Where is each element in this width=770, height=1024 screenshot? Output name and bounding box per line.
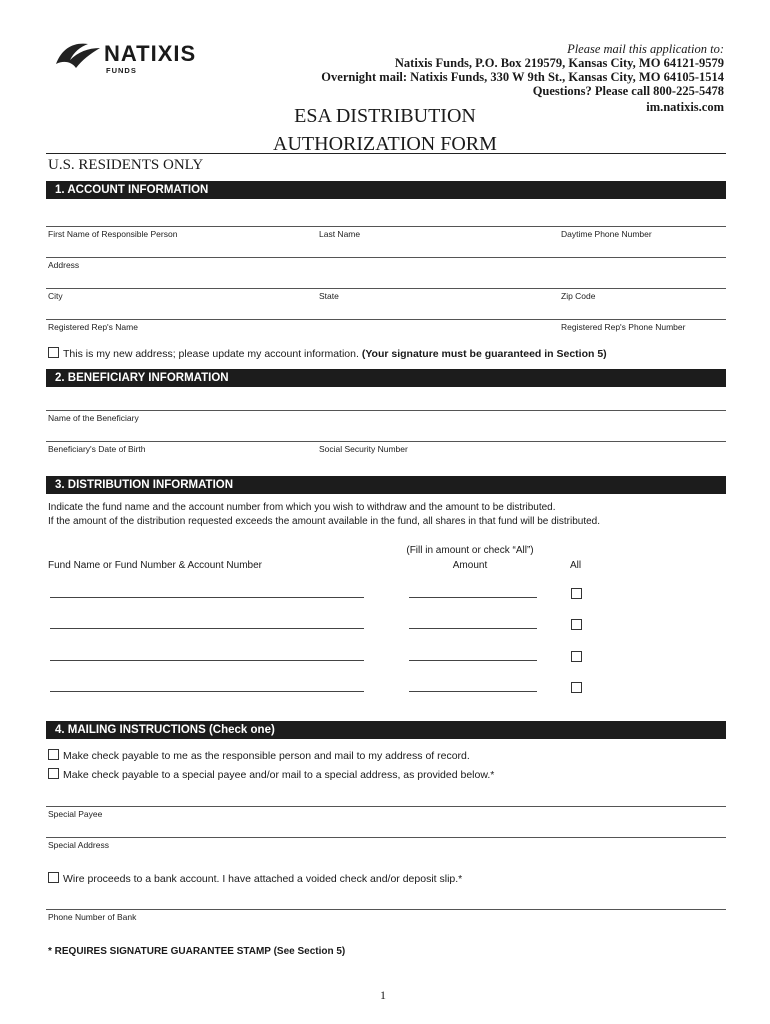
distribution-instruction-2: If the amount of the distribution requested exceeds the amount available in the fund, all shares in that fund will be distributed. — [48, 516, 601, 527]
mail-heading: Please mail this application to: — [567, 42, 724, 56]
new-address-option — [48, 347, 607, 360]
residents-heading: U.S. RESIDENTS ONLY — [48, 157, 204, 173]
amount-column-header: Amount — [452, 560, 488, 571]
logo-sub: FUNDS — [106, 66, 137, 75]
section-4-title: 4. MAILING INSTRUCTIONS (Check one) — [55, 724, 275, 736]
logo-name: NATIXIS — [104, 41, 197, 66]
row1-line — [46, 226, 726, 227]
mailing-option-3-checkbox[interactable] — [48, 872, 59, 883]
fund-input-1[interactable] — [50, 597, 364, 598]
rep-name-label: Registered Rep's Name — [48, 322, 138, 332]
mail-po-box: Natixis Funds, P.O. Box 219579, Kansas City, MO 64121-9579 — [394, 56, 724, 70]
amount-input-4[interactable] — [409, 691, 537, 692]
all-checkbox-4[interactable] — [571, 682, 582, 693]
fund-column-header: Fund Name or Fund Number & Account Number — [48, 560, 262, 571]
mail-website: im.natixis.com — [646, 100, 724, 114]
mailing-option-2-text: Make check payable to a special payee and/or mail to a special address, as provided below.* — [63, 769, 495, 781]
zip-label: Zip Code — [561, 291, 596, 301]
bank-phone-line — [46, 909, 726, 910]
special-address-line — [46, 837, 726, 838]
amount-input-1[interactable] — [409, 597, 537, 598]
amount-input-3[interactable] — [409, 660, 537, 661]
natixis-logo — [52, 38, 222, 78]
mailing-option-1 — [48, 749, 470, 762]
mailing-option-3-text: Wire proceeds to a bank account. I have attached a voided check and/or deposit slip.* — [63, 873, 463, 885]
row3-line — [46, 288, 726, 289]
state-label: State — [319, 291, 339, 301]
new-address-checkbox[interactable] — [48, 347, 59, 358]
section-3-title: 3. DISTRIBUTION INFORMATION — [55, 479, 234, 491]
all-checkbox-1[interactable] — [571, 588, 582, 599]
special-address-label: Special Address — [48, 840, 109, 850]
form-title-line1: ESA DISTRIBUTION — [294, 105, 476, 127]
section-4-header — [46, 721, 726, 739]
mailing-option-2 — [48, 768, 494, 781]
mail-overnight: Overnight mail: Natixis Funds, 330 W 9th St., Kansas City, MO 64105-1514 — [321, 70, 724, 84]
section-2-header — [46, 369, 726, 387]
new-address-note: (Your signature must be guaranteed in Section 5) — [361, 348, 607, 360]
distribution-instruction-1: Indicate the fund name and the account number from which you wish to withdraw and the amount to be distributed. — [48, 502, 556, 513]
fund-input-3[interactable] — [50, 660, 364, 661]
rep-phone-label: Registered Rep's Phone Number — [561, 322, 686, 332]
amount-input-2[interactable] — [409, 628, 537, 629]
section-1-header — [46, 181, 726, 199]
fund-input-4[interactable] — [50, 691, 364, 692]
all-checkbox-3[interactable] — [571, 651, 582, 662]
mailing-option-3 — [48, 872, 462, 885]
special-payee-line — [46, 806, 726, 807]
special-payee-label: Special Payee — [48, 809, 103, 819]
section-3-header — [46, 476, 726, 494]
address-label: Address — [48, 260, 80, 270]
beneficiary-ssn-label: Social Security Number — [319, 444, 408, 454]
form-title-line2: AUTHORIZATION FORM — [273, 133, 497, 155]
form-title — [200, 102, 570, 158]
row2-line — [46, 257, 726, 258]
mailing-option-1-text: Make check payable to me as the responsible person and mail to my address of record. — [63, 750, 470, 762]
city-label: City — [48, 291, 63, 301]
fund-input-2[interactable] — [50, 628, 364, 629]
mailing-option-1-checkbox[interactable] — [48, 749, 59, 760]
all-column-header: All — [570, 560, 582, 571]
mail-questions: Questions? Please call 800-225-5478 — [532, 84, 724, 98]
row4-line — [46, 319, 726, 320]
new-address-text: This is my new address; please update my account information. — [63, 348, 359, 360]
beneficiary-dob-label: Beneficiary's Date of Birth — [48, 444, 146, 454]
daytime-phone-label: Daytime Phone Number — [561, 229, 652, 239]
first-name-label: First Name of Responsible Person — [48, 229, 178, 239]
mailing-option-2-checkbox[interactable] — [48, 768, 59, 779]
last-name-label: Last Name — [319, 229, 361, 239]
bank-phone-label: Phone Number of Bank — [48, 912, 137, 922]
page-number: 1 — [380, 988, 386, 1002]
beneficiary-name-label: Name of the Beneficiary — [48, 413, 139, 423]
section-2-title: 2. BENEFICIARY INFORMATION — [55, 372, 229, 384]
natixis-swoosh-icon — [52, 38, 104, 72]
signature-guarantee-note: * REQUIRES SIGNATURE GUARANTEE STAMP (See Section 5) — [48, 946, 346, 957]
amount-note: (Fill in amount or check “All”) — [406, 545, 534, 556]
beneficiary-line1 — [46, 410, 726, 411]
title-divider — [46, 153, 726, 154]
all-checkbox-2[interactable] — [571, 619, 582, 630]
beneficiary-line2 — [46, 441, 726, 442]
section-1-title: 1. ACCOUNT INFORMATION — [55, 184, 209, 196]
